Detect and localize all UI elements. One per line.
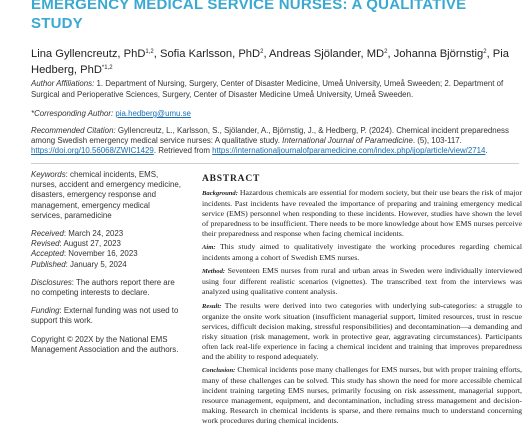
accepted-date <box>31 249 181 259</box>
funding-label: Funding <box>31 306 60 316</box>
received-label: Received <box>31 229 64 239</box>
funding-text: : External funding was not used to support this work. <box>31 306 179 326</box>
aim-label: Aim: <box>202 244 216 252</box>
author-list <box>31 45 511 77</box>
copyright: Copyright © 202X by the National EMS Management Association and the authors. <box>31 334 179 354</box>
author-name: , Sofia Karlsson, PhD <box>153 48 261 60</box>
published-value: : January 5, 2024 <box>65 259 127 269</box>
background-label: Background: <box>202 190 238 198</box>
background-text: Hazardous chemicals are essential for modern society, but their use bears the risk of major incidents. Past incidents have revealed the importance of preparing and training emergency medical service (EMS) personnel when responding to these incidents. However, studies have shown the level of preparedness to be insufficient. There needs to be more knowledge about how EMS nurses perceive their preparedness and response when facing chemical incidents. <box>202 188 522 239</box>
article-metadata-column <box>31 170 181 355</box>
affiliations-text: 1. Department of Nursing, Surgery, Center of Disaster Medicine, Umeå University, Umeå Sweeden; 2. Department of Surgical and Perioperative Sciences, Surgery, Center of Disaster Medicine Umeå University, Umeå Sweeden. <box>31 79 504 99</box>
citation-label: Recommended Citation: <box>31 126 116 135</box>
doi-link[interactable]: https://doi.org/10.56068/ZWIC1429 <box>31 146 154 156</box>
recommended-citation <box>31 126 519 157</box>
article-title: EMERGENCY MEDICAL SERVICE NURSES: A QUALITATIVE STUDY <box>31 0 467 32</box>
abstract <box>202 174 522 429</box>
received-value: : March 24, 2023 <box>63 229 124 239</box>
section-divider <box>31 163 519 164</box>
published-label: Published <box>31 259 66 269</box>
author-name: Lina Gyllencreutz, PhD <box>31 48 146 60</box>
author-affiliation-mark: 2 <box>260 49 264 55</box>
citation-text: Gyllencreutz, L., Karlsson, S., Sjölander, A., Björnstig, J., & Hedberg, P. (2024). Chemical incident preparedness among Swedish emergency medical service nurses: A qualitative study. <box>31 126 509 146</box>
result-text: The results were derived into two categories with underlying sub-categories: a struggle to organize the onsite work situation (insufficient managerial support, limited resources, trust in rescue services, difficult decision making, stressful responsibilities) and decontamination—a demanding and risky situation (risk management, work in protective gear, aggravating circumstances). Participants often lack real-life experience in facing a chemical incident and training that improves preparedness and the ability to respond adequately. <box>202 300 522 361</box>
accepted-label: Accepted <box>31 249 64 259</box>
article-url-link[interactable]: https://internationaljournalofparamedicine.com/index.php/ijop/article/view/2714 <box>212 146 486 156</box>
author-affiliation-mark: 2 <box>384 49 388 55</box>
abstract-background <box>202 188 522 239</box>
method-label: Method: <box>202 268 226 276</box>
affiliations-label: Author Affiliations: <box>31 79 95 88</box>
revised-label: Revised <box>31 239 60 249</box>
keywords-text: : chemical incidents, EMS, nurses, accident and emergency medicine, disasters, emergency response and management, emergency medical services, paramedicine <box>31 170 182 220</box>
author-name: , Johanna Björnstig <box>387 48 484 60</box>
citation-text: . <box>485 146 488 156</box>
corresponding-author <box>31 109 511 119</box>
abstract-method <box>202 266 522 297</box>
citation-text: . (5), 103-117. <box>412 136 462 146</box>
disclosures-text: : The authors report there are no competing interests to declare. <box>31 277 175 298</box>
conclusion-label: Conclusion: <box>202 366 236 374</box>
disclosures-label: Disclosures <box>31 277 72 287</box>
funding <box>31 306 181 326</box>
keywords-label: Keywords <box>31 170 66 179</box>
author-affiliation-mark: *1,2 <box>101 65 113 71</box>
author-affiliation-mark: 1,2 <box>145 49 154 55</box>
author-affiliations <box>31 79 516 100</box>
revised-value: : August 27, 2023 <box>59 239 121 249</box>
disclosures <box>31 278 181 298</box>
aim-text: This study aimed to qualitatively investigate the working procedures regarding chemical incidents among a cohort of Swedish EMS nurses. <box>202 242 522 263</box>
abstract-aim <box>202 242 522 263</box>
abstract-result <box>202 301 522 362</box>
author-name: , Pia Hedberg, PhD <box>31 48 509 76</box>
received-date <box>31 229 181 239</box>
corresponding-label: *Corresponding Author: <box>31 109 114 118</box>
accepted-value: : November 16, 2023 <box>63 249 138 259</box>
method-text: Seventeen EMS nurses from rural and urban areas in Sweden were individually interviewed using four different realistic scenarios (vignettes). The transcribed text from the interviews was analyzed using qualitative content analysis. <box>202 266 522 297</box>
citation-journal: International Journal of Paramedicine <box>282 136 413 146</box>
conclusion-text: Chemical incidents pose many challenges for EMS nurses, but with proper training efforts, many of these challenges can be solved. This study has shown the need for more accessible chemical incident training targeting EMS nurses, primarily focusing on risk assessment, managerial support, resource management, equipment, and decontamination, including stress management and decision-making. Research in chemical incidents is sparse, and there remains much to understand concerning work procedures during chemical incidents. <box>202 364 522 426</box>
result-label: Result: <box>202 302 222 310</box>
abstract-heading: ABSTRACT <box>202 174 261 184</box>
keywords <box>31 170 181 221</box>
abstract-conclusion <box>202 365 522 426</box>
revised-date <box>31 239 181 249</box>
published-date <box>31 260 181 270</box>
author-name: , Andreas Sjölander, MD <box>263 48 385 60</box>
corresponding-email-link[interactable]: pia.hedberg@umu.se <box>115 109 191 118</box>
author-affiliation-mark: 2 <box>483 49 487 55</box>
citation-text: . Retrieved from <box>153 146 213 156</box>
